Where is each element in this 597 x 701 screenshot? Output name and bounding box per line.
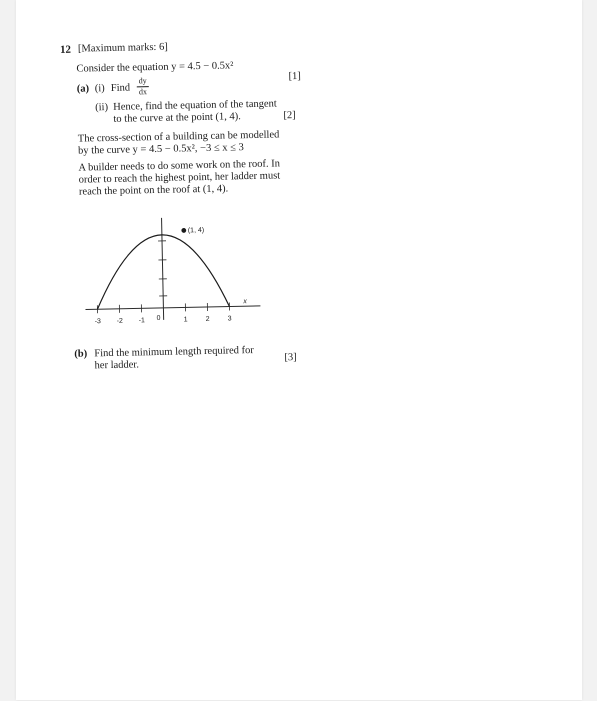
context-line-2: by the curve y = 4.5 − 0.5x², −3 ≤ x ≤ 3	[78, 142, 244, 157]
x-tick-label: 1	[184, 316, 188, 323]
marks-b: [3]	[284, 352, 296, 364]
context-line-1: The cross-section of a building can be modelled	[78, 129, 280, 145]
x-tick-label: 2	[206, 316, 210, 323]
x-tick-label: -1	[139, 317, 145, 324]
marks-a-i: [1]	[288, 71, 300, 83]
x-tick-label: 3	[228, 315, 232, 322]
part-a-ii-label: (ii)	[95, 102, 108, 114]
max-marks: [Maximum marks: 6]	[78, 42, 168, 56]
context-line-4: order to reach the highest point, her ladder must	[79, 170, 281, 186]
part-a-ii-line1: Hence, find the equation of the tangent	[113, 98, 277, 113]
x-tick-label: -2	[117, 318, 123, 325]
x-tick-label: -3	[95, 318, 101, 325]
part-a-i-label: (i)	[95, 83, 105, 95]
y-axis	[162, 218, 164, 320]
part-a-ii-line2: to the curve at the point (1, 4).	[113, 111, 241, 126]
find-text: Find	[111, 83, 131, 95]
context-line-5: reach the point on the roof at (1, 4).	[79, 184, 229, 199]
point-marker	[181, 228, 186, 233]
derivative-denominator: dx	[137, 87, 149, 96]
point-label: (1, 4)	[188, 227, 204, 234]
derivative-fraction	[137, 77, 149, 96]
x-axis	[85, 306, 260, 310]
part-b-line2: her ladder.	[95, 359, 140, 372]
parabola-figure	[84, 213, 287, 347]
part-a-label: (a)	[77, 83, 89, 95]
x-axis-label: x	[242, 298, 247, 305]
x-tick-label: 0	[157, 315, 161, 322]
marks-a-ii: [2]	[283, 110, 295, 122]
equation-line: Consider the equation y = 4.5 − 0.5x²	[76, 60, 233, 75]
question-number: 12	[60, 44, 71, 56]
part-b-line1: Find the minimum length required for	[94, 345, 254, 360]
derivative-numerator: dy	[137, 77, 149, 87]
part-b-label: (b)	[74, 348, 87, 360]
context-line-3: A builder needs to do some work on the roof. In	[78, 158, 280, 174]
